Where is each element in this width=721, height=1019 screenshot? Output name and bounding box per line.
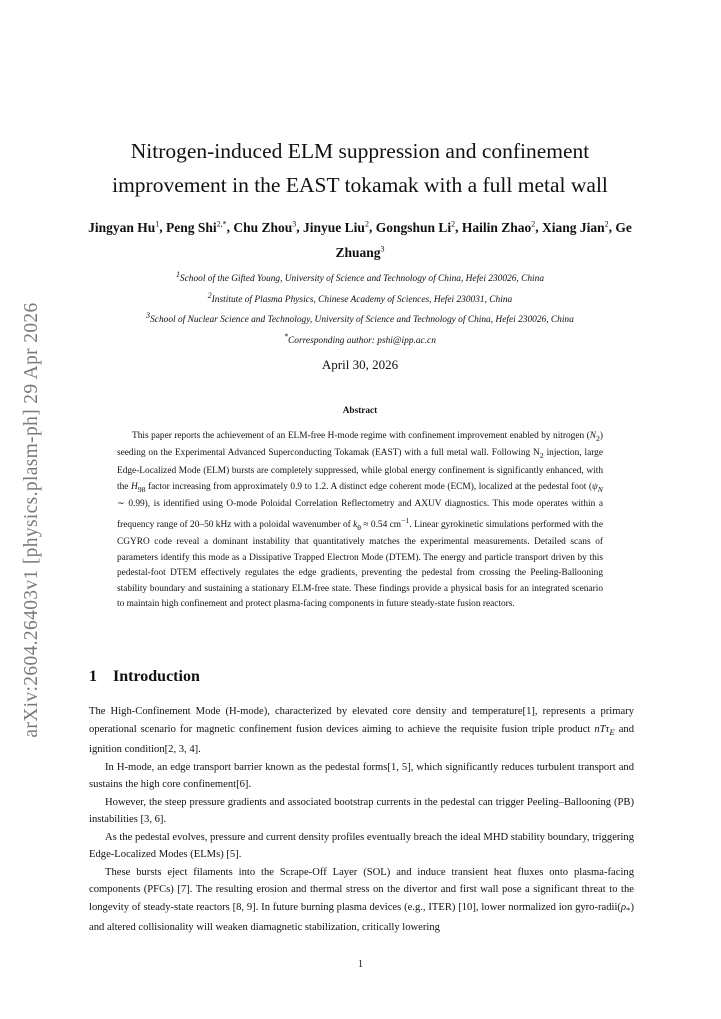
paper-title [80, 134, 640, 202]
author-list: Jingyan Hu$^1$, Peng Shi$^{2,*}$, Chu Zhou$^3$, Jinyue Liu$^2$, Gongshun Li$^2$, Hailin Zhao$^2$, Xiang Jian$^2$, Ge Zhuang$^3$ [88, 219, 632, 260]
section-heading [89, 668, 200, 686]
author: Ge Zhuang$^3$ [335, 219, 632, 260]
abstract-heading: Abstract [342, 406, 378, 416]
body-text [89, 703, 634, 937]
publication-date: April 30, 2026 [321, 357, 399, 372]
abstract-text: This paper reports the achievement of an ELM-free H-mode regime with confinement improvement enabled by nitrogen $(N_2)$ seeding on the Experimental Advanced Superconducting Tokamak (EAST) with a full metal wall. Following $N_2$ injection, large Edge-Localized Mode (ELM) bursts are completely suppressed, while global energy confinement is significantly enhanced, with the $H_{98}$ factor increasing from approximately 0.9 to 1.2. A distinct edge coherent mode (ECM), localized at the pedestal foot ($\psi_N$ ∼ 0.99), is identified using O-mode Poloidal Correlation Reflectometry and AXUV diagnostics. This mode operates within a frequency range of 20–50 kHz with a poloidal wavenumber of $k_\theta \approx 0.54$ $cm^{-1}$. Linear gyrokinetic simulations performed with the CGYRO code reveal a dominant instability that quantitatively matches the experimental measurements. Detailed scans of parameters identify this mode as a Dissipative Trapped Electron Mode (DTEM). The energy and particle transport driven by this pedestal-foot DTEM effectively regulates the edge gradients, preventing the pedestal from crossing the Peeling-Ballooning stability boundary and sustaining a stationary ELM-free state. These findings provide a physical basis for an integrated scenario to maintain high confinement and protect plasma-facing components in future steady-state fusion reactors. [117, 431, 603, 610]
author: Xiang Jian$^2$ [542, 219, 609, 235]
page-number: 1 [358, 959, 363, 970]
paragraph: However, the steep pressure gradients and associated bootstrap currents in the pedestal can trigger Peeling–Ballooning (PB) instabilities [3, 6]. [89, 796, 634, 826]
paragraph: In H-mode, an edge transport barrier known as the pedestal forms[1, 5], which significantly reduces turbulent transport and sustains the high core confinement[6]. [89, 761, 634, 791]
author: Gongshun Li$^2$ [375, 219, 456, 235]
affiliation: $^2$Institute of Plasma Physics, Chinese Academy of Sciences, Hefei 230031, China [207, 290, 513, 305]
author: Jingyan Hu$^1$ [88, 219, 160, 235]
paragraph: These bursts eject filaments into the Scrape-Off Layer (SOL) and induce transient heat fluxes onto plasma-facing components (PFCs) [7]. The resulting erosion and thermal stress on the divertor and first wall pose a significant threat to the longevity of steady-state reactors [8, 9]. In future burning plasma devices (e.g., ITER) [10], lower normalized ion gyro-$radii(\rho_*)$ and altered collisionality will weaken diamagnetic stabilization, critically lowering [89, 866, 634, 934]
arxiv-sidebar [10, 240, 54, 800]
arxiv-identifier: arXiv:2604.26403v1 [physics.plasm-ph] 29 Apr 2026 [21, 302, 42, 738]
section-number: 1 [89, 668, 97, 685]
affiliations [80, 267, 640, 350]
paragraph: The High-Confinement Mode (H-mode), characterized by elevated core density and temperature[1], represents a primary operational scenario for magnetic confinement fusion devices aiming to achieve the requisite fusion triple product nTτ$_E$ and ignition condition[2, 3, 4]. [89, 706, 634, 756]
affiliation: $^3$School of Nuclear Science and Technology, University of Science and Technology of China, Hefei 230026, China [146, 311, 574, 326]
section-title: Introduction [113, 668, 200, 685]
paragraph: As the pedestal evolves, pressure and current density profiles eventually breach the ideal MHD stability boundary, triggering Edge-Localized Modes (ELMs) [5]. [89, 831, 634, 861]
title-line-1: Nitrogen-induced ELM suppression and confinement [130, 139, 590, 163]
author: Peng Shi$^{2,*}$ [165, 219, 227, 235]
title-line-2: improvement in the EAST tokamak with a full metal wall [112, 173, 608, 197]
author: Jinyue Liu$^2$ [303, 219, 369, 235]
corresponding-author: *Corresponding author: pshi@ipp.ac.cn [284, 332, 436, 347]
affiliation: $^1$School of the Gifted Young, University of Science and Technology of China, Hefei 230026, China [175, 270, 545, 285]
author: Hailin Zhao$^2$ [461, 219, 536, 235]
author: Chu Zhou$^3$ [233, 219, 297, 235]
